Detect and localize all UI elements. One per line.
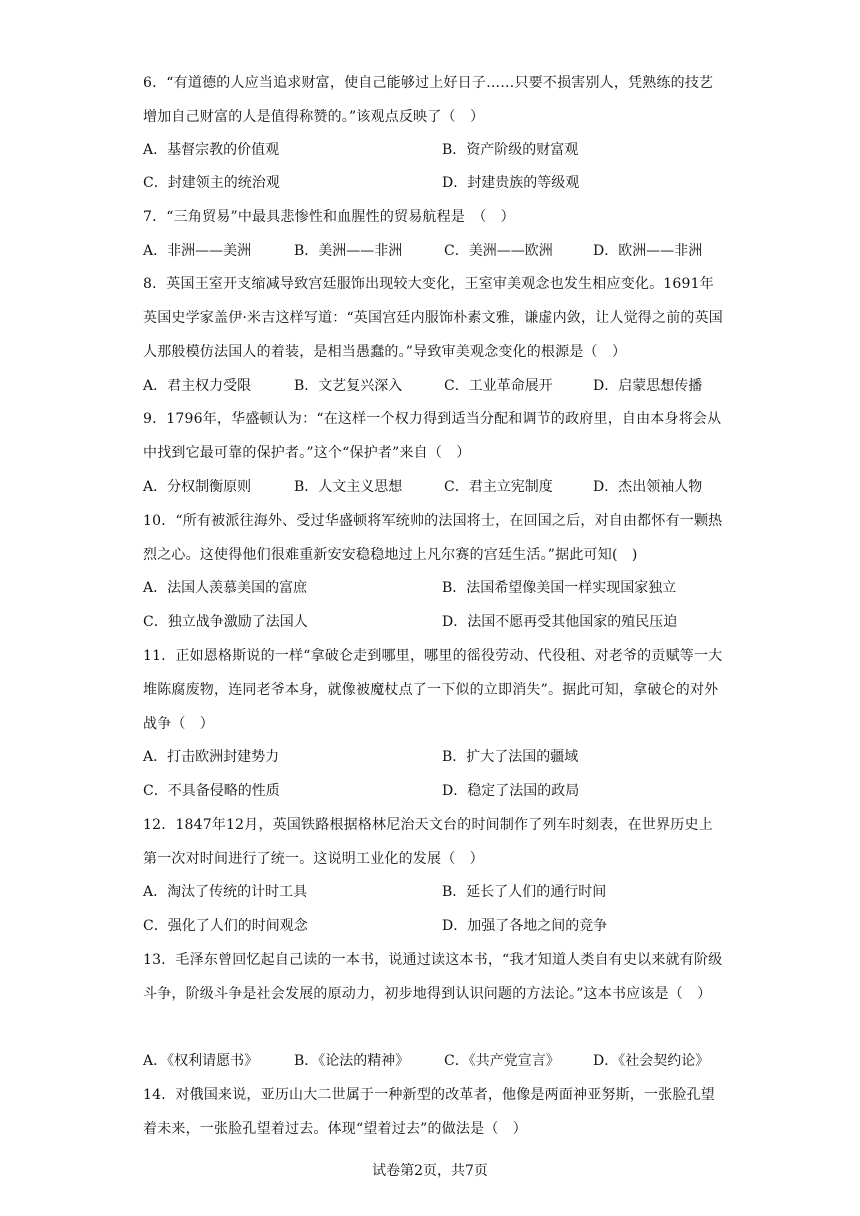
option-c[interactable]: C．强化了人们的时间观念 xyxy=(143,918,308,934)
option-d[interactable]: D．启蒙思想传播 xyxy=(593,378,703,394)
question-12-stem: 12．1847年12月，英国铁路根据格林尼治天文台的时间制作了列车时刻表，在世界历史上第一次对时间进行了统一。这说明工业化的发展（ ） xyxy=(143,817,713,867)
question-7-options xyxy=(143,235,723,268)
question-6-stem: 6．“有道德的人应当追求财富，使自己能够过上好日子……只要不损害别人，凭熟练的技艺增加自己财富的人是值得称赞的。”该观点反映了（ ） xyxy=(143,75,714,125)
option-c[interactable]: C．君主立宪制度 xyxy=(444,479,553,495)
option-a[interactable]: A．法国人羡慕美国的富庶 xyxy=(143,580,308,596)
question-10-stem: 10．“所有被派往海外、受过华盛顿将军统帅的法国将士，在回国之后，对自由都怀有一颗热烈之心。这使得他们很难重新安安稳稳地过上凡尔赛的宫廷生活。”据此可知( ) xyxy=(143,513,723,563)
question-6-options-row2 xyxy=(143,167,723,200)
option-d[interactable]: D．杰出领袖人物 xyxy=(593,479,703,495)
option-d[interactable]: D．稳定了法国的政局 xyxy=(442,783,580,799)
option-c[interactable]: C．独立战争激励了法国人 xyxy=(143,614,308,630)
option-a[interactable]: A．分权制衡原则 xyxy=(143,479,252,495)
question-6-options-row1 xyxy=(143,134,723,167)
option-b[interactable]: B．扩大了法国的疆域 xyxy=(442,749,579,765)
option-b[interactable]: B．资产阶级的财富观 xyxy=(442,142,579,158)
option-a[interactable]: A．君主权力受限 xyxy=(143,378,252,394)
option-b[interactable]: B．人文主义思想 xyxy=(294,479,403,495)
option-c[interactable]: C．美洲——欧洲 xyxy=(444,243,553,259)
question-9-options xyxy=(143,471,723,504)
option-a[interactable]: A．淘汰了传统的计时工具 xyxy=(143,884,308,900)
option-b[interactable]: B．美洲——非洲 xyxy=(294,243,403,259)
question-14-stem: 14．对俄国来说，亚历山大二世属于一种新型的改革者，他像是两面神亚努斯，一张脸孔望着未来，一张脸孔望着过去。体现“望着过去”的做法是（ ） xyxy=(143,1087,716,1137)
question-13-stem: 13．毛泽东曾回忆起自己读的一本书，说通过读这本书，“我才知道人类自有史以来就有阶级斗争，阶级斗争是社会发展的原动力，初步地得到认识问题的方法论。”这本书应该是（ ） xyxy=(143,952,723,1002)
option-d[interactable]: D．加强了各地之间的竞争 xyxy=(442,918,608,934)
option-a[interactable]: A．基督宗教的价值观 xyxy=(143,142,280,158)
question-7-stem: 7．“三角贸易”中最具悲惨性和血腥性的贸易航程是 （ ） xyxy=(143,209,515,225)
question-11-options-row1 xyxy=(143,741,723,774)
option-d[interactable]: D．《社会契约论》 xyxy=(593,1053,710,1069)
question-10-options-row1 xyxy=(143,572,723,605)
option-c[interactable]: C．不具备侵略的性质 xyxy=(143,783,280,799)
option-a[interactable]: A．非洲——美洲 xyxy=(143,243,252,259)
option-b[interactable]: B．法国希望像美国一样实现国家独立 xyxy=(442,580,677,596)
option-d[interactable]: D．封建贵族的等级观 xyxy=(442,175,580,191)
question-8-options xyxy=(143,370,723,403)
question-13-options xyxy=(143,1045,723,1078)
question-12-options-row1 xyxy=(143,876,723,909)
question-9-stem: 9．1796年，华盛顿认为：“在这样一个权力得到适当分配和调节的政府里，自由本身将会从中找到它最可靠的保护者。”这个“保护者”来自（ ） xyxy=(143,411,722,461)
question-12-options-row2 xyxy=(143,910,723,943)
question-11-options-row2 xyxy=(143,775,723,808)
option-b[interactable]: B．文艺复兴深入 xyxy=(294,378,403,394)
page-footer: 试卷第2页，共7页 xyxy=(372,1163,488,1179)
option-b[interactable]: B．延长了人们的通行时间 xyxy=(442,884,607,900)
question-11-stem: 11．正如恩格斯说的一样“拿破仑走到哪里，哪里的徭役劳动、代役租、对老爷的贡赋等一大堆陈腐废物，连同老爷本身，就像被魔杖点了一下似的立即消失”。据此可知，拿破仑的对外战争（ ） xyxy=(143,648,723,732)
option-a[interactable]: A．《权利请愿书》 xyxy=(143,1053,259,1069)
option-c[interactable]: C．《共产党宣言》 xyxy=(444,1053,560,1069)
question-8-stem: 8．英国王室开支缩减导致宫廷服饰出现较大变化，王室审美观念也发生相应变化。1691年英国史学家盖伊·米吉这样写道：“英国宫廷内服饰朴素文雅，谦虚内敛，让人觉得之前的英国人那般模仿法国人的着装，是相当愚蠢的。”导致审美观念变化的根源是（ ） xyxy=(143,276,724,360)
option-c[interactable]: C．封建领主的统治观 xyxy=(143,175,280,191)
question-10-options-row2 xyxy=(143,606,723,639)
option-d[interactable]: D．法国不愿再受其他国家的殖民压迫 xyxy=(442,614,678,630)
option-c[interactable]: C．工业革命展开 xyxy=(444,378,553,394)
option-a[interactable]: A．打击欧洲封建势力 xyxy=(143,749,280,765)
option-b[interactable]: B．《论法的精神》 xyxy=(294,1053,410,1069)
option-d[interactable]: D．欧洲——非洲 xyxy=(593,243,703,259)
